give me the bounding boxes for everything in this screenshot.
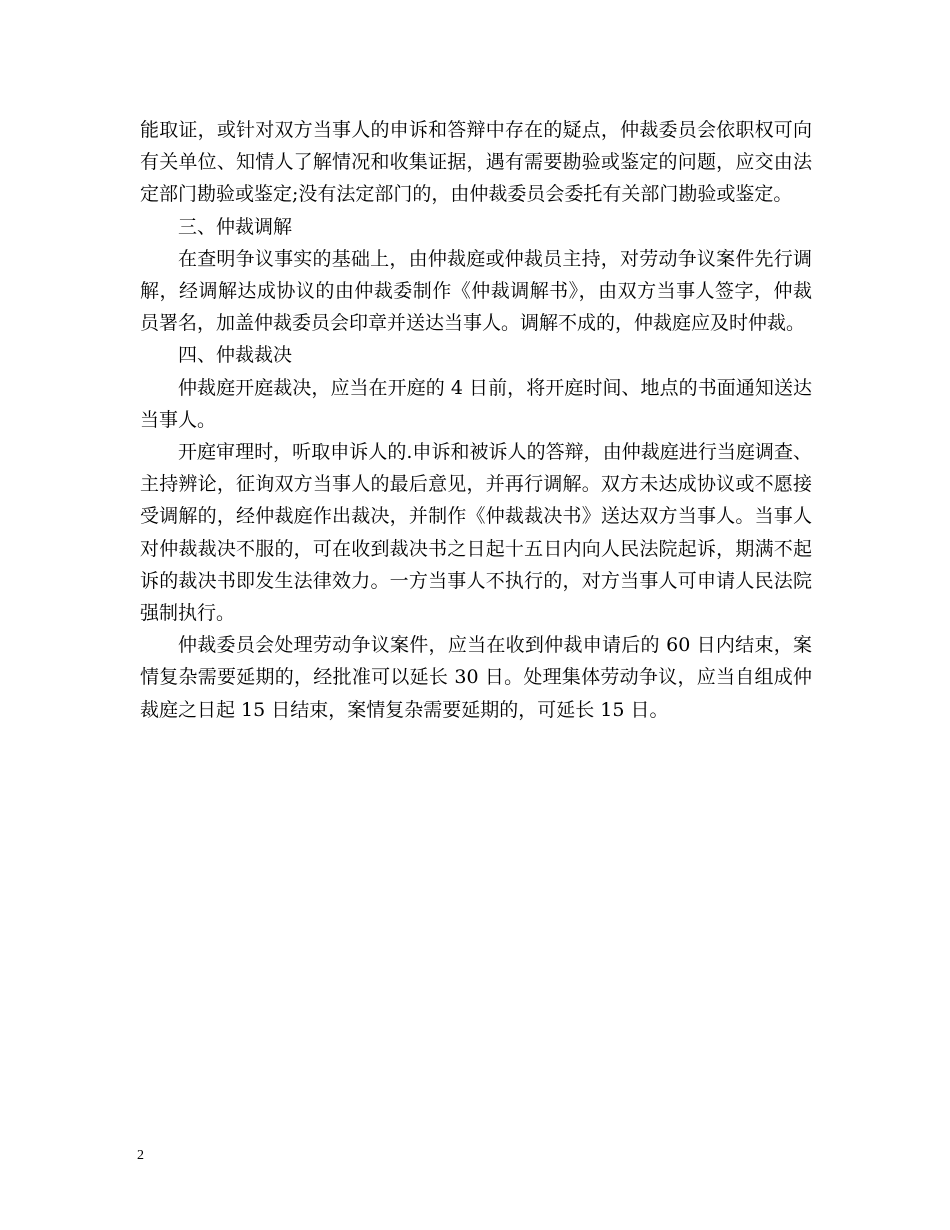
page-number: 2 <box>137 1148 144 1163</box>
paragraph-time-limits: 仲裁委员会处理劳动争议案件，应当在收到仲裁申请后的 60 日内结束，案情复杂需要延期的，经批准可以延长 30 日。处理集体劳动争议，应当自组成仲裁庭之日起 15 日结束，案情复杂需要延期的，可延长 15 日。 <box>140 634 812 721</box>
paragraph-mediation: 在查明争议事实的基础上，由仲裁庭或仲裁员主持，对劳动争议案件先行调解，经调解达成协议的由仲裁委制作《仲裁调解书》，由双方当事人签字，仲裁员署名，加盖仲裁委员会印章并送达当事人。调解不成的，仲裁庭应及时仲裁。 <box>140 247 812 335</box>
paragraph-hearing-notice: 仲裁庭开庭裁决，应当在开庭的 4 日前，将开庭时间、地点的书面通知送达当事人。 <box>140 376 812 431</box>
section-heading-arbitration-mediation: 三、仲裁调解 <box>178 215 293 238</box>
paragraph-hearing-process: 开庭审理时，听取申诉人的.申诉和被诉人的答辩，由仲裁庭进行当庭调查、主持辨论，征询双方当事人的最后意见，并再行调解。双方未达成协议或不愿接受调解的，经仲裁庭作出裁决，并制作《仲裁裁决书》送达双方当事人。当事人对仲裁裁决不服的，可在收到裁决书之日起十五日内向人民法院起诉，期满不起诉的裁决书即发生法律效力。一方当事人不执行的，对方当事人可申请人民法院强制执行。 <box>140 441 812 625</box>
section-heading-arbitration-award: 四、仲裁裁决 <box>178 344 293 367</box>
document-body <box>140 114 812 726</box>
paragraph-continued: 能取证，或针对双方当事人的申诉和答辩中存在的疑点，仲裁委员会依职权可向有关单位、知情人了解情况和收集证据，遇有需要勘验或鉴定的问题，应交由法定部门勘验或鉴定;没有法定部门的，由仲裁委员会委托有关部门勘验或鉴定。 <box>140 119 812 206</box>
